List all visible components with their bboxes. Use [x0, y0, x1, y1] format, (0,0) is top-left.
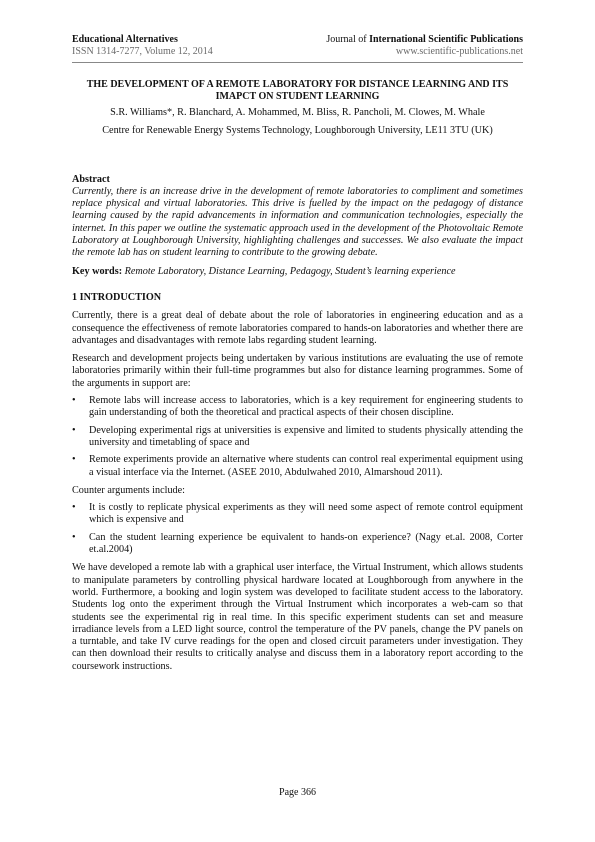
journal-name: Educational Alternatives [72, 34, 178, 45]
section-heading: 1 INTRODUCTION [72, 291, 162, 303]
bullet-icon: • [72, 502, 76, 514]
list-item [72, 532, 523, 557]
list-item-text: Remote labs will increase access to laboratories, which is a key requirement for engineering students to gain understanding of both the theoretical and practical aspects of their chosen discipline. [89, 395, 523, 419]
counter-arguments-list [72, 502, 523, 556]
intro-paragraph-1: Currently, there is a great deal of debate about the role of laboratories in engineering education and as a consequence the effectiveness of remote laboratories compared to hands-on laboratories and whether there are advantages and disadvantages with remote labs regarding student learning. [72, 310, 523, 346]
list-item [72, 502, 523, 527]
list-item-text: It is costly to replicate physical experiments as they will need some aspect of remote control equipment which is expensive and [89, 502, 523, 526]
keywords-label: Key words: [72, 265, 123, 277]
author-list: S.R. Williams*, R. Blanchard, A. Mohammed, M. Bliss, R. Pancholi, M. Clowes, M. Whale [110, 107, 485, 118]
list-item-text: Remote experiments provide an alternative where students can control real experimental equipment using a visual interface via the Internet. (ASEE 2010, Abdulwahed 2010, Almarshoud 2011). [89, 454, 523, 478]
journal-title-prefix: Journal of [326, 34, 370, 45]
page-number: Page 366 [279, 787, 316, 798]
website-link[interactable]: www.scientific-publications.net [395, 46, 523, 57]
keywords-text: Remote Laboratory, Distance Learning, Pedagogy, Student’s learning experience [124, 265, 456, 277]
issn-volume: ISSN 1314-7277, Volume 12, 2014 [72, 46, 213, 57]
intro-paragraph-2: Research and development projects being undertaken by various institutions are evaluating the use of remote laboratories primarily within their full-time programmes but also for distance learning programmes. Some of the arguments in support are: [72, 353, 523, 389]
header-divider [72, 62, 523, 63]
bullet-icon: • [72, 454, 76, 466]
bullet-icon: • [72, 395, 76, 407]
intro-paragraph-3: We have developed a remote lab with a graphical user interface, the Virtual Instrument, which allows students to manipulate parameters by controlling physical hardware located at Loughborough from anywhere in the world. Furthermore, a booking and login system was developed to facilitate student access to the laboratory. Students log onto the experiment through the Virtual Instrument which incorporates a web-cam so that students see the experimental rig in real time. In this specific experiment students can set and measure irradiance levels from a LED light source, control the temperature of the PV panels, change the PV panels on a turntable, and take IV curve readings for the open and closed circuit parameters under investigation. They can then download their results to critically analyse and discuss them in a laboratory report according to the coursework instructions. [72, 562, 523, 672]
running-header [72, 34, 523, 60]
affiliation: Centre for Renewable Energy Systems Technology, Loughborough University, LE11 3TU (UK) [102, 125, 493, 137]
counter-arguments-label: Counter arguments include: [72, 484, 185, 496]
support-arguments-list [72, 395, 523, 479]
header-right [326, 34, 523, 58]
abstract-text: Currently, there is an increase drive in the development of remote laboratories to compliment and sometimes replace physical and virtual laboratories. This drive is fuelled by the impact on the pedagogy of distance learning caused by the rapid advancements in information and communication technologies, especially the internet. In this paper we outline the systematic approach used in the development of the Photovoltaic Remote Laboratory at Loughborough University, highlighting challenges and successes. We also evaluate the impact the remote lab has on student learning to contribute to the growing debate. [72, 185, 523, 259]
paper-title: THE DEVELOPMENT OF A REMOTE LABORATORY FOR DISTANCE LEARNING AND ITS IMAPCT ON STUDENT LEARNING [86, 79, 509, 102]
journal-title [326, 34, 523, 46]
list-item-text: Can the student learning experience be equivalent to hands-on experience? (Nagy et.al. 2008, Corter et.al.2004) [89, 531, 523, 556]
list-item [72, 425, 523, 450]
list-item [72, 395, 523, 420]
bullet-icon: • [72, 531, 76, 543]
abstract-heading: Abstract [72, 173, 110, 185]
header-left [72, 34, 213, 58]
list-item [72, 454, 523, 479]
list-item-text: Developing experimental rigs at universities is expensive and limited to students physically attending the university and timetabling of space and [89, 424, 523, 448]
journal-title-bold: International Scientific Publications [369, 34, 523, 45]
keywords [72, 266, 523, 278]
bullet-icon: • [72, 424, 76, 436]
